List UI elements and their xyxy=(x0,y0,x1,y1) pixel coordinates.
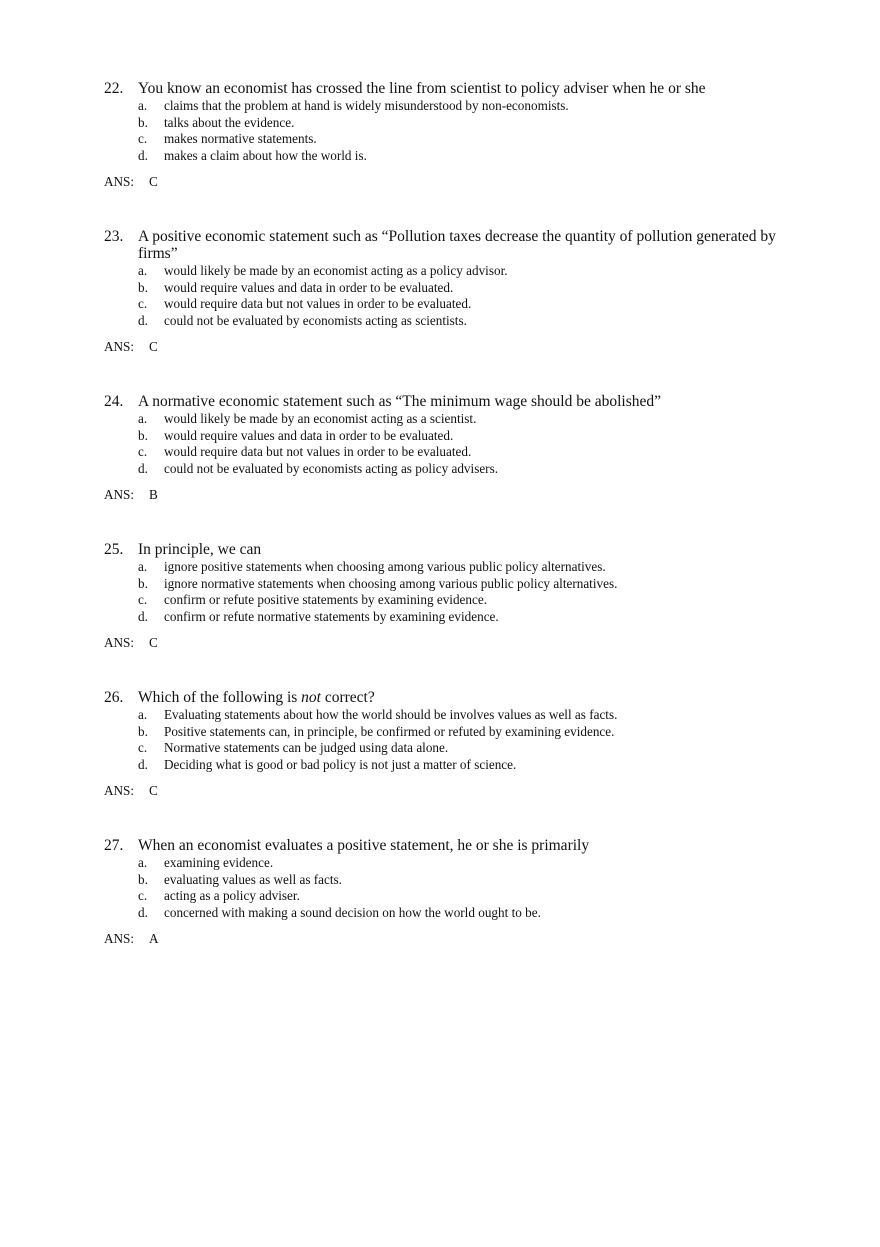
choice-text: confirm or refute positive statements by examining evidence. xyxy=(164,592,487,608)
choice-letter: b. xyxy=(138,575,148,591)
question-stem xyxy=(104,80,794,97)
choice-c xyxy=(138,740,794,757)
question-stem xyxy=(104,689,794,706)
answer-label: ANS: xyxy=(104,486,135,502)
answer-line xyxy=(104,339,794,355)
question-27 xyxy=(104,837,794,947)
answer-value: B xyxy=(149,486,158,502)
choice-b xyxy=(138,724,794,741)
choice-letter: b. xyxy=(138,279,148,295)
question-stem xyxy=(104,228,794,262)
question-24 xyxy=(104,393,794,503)
choice-text: Deciding what is good or bad policy is not just a matter of science. xyxy=(164,757,517,773)
question-text: A normative economic statement such as “The minimum wage should be abolished” xyxy=(138,393,661,410)
question-text-emphasis: not xyxy=(301,689,321,706)
choice-d xyxy=(138,757,794,774)
choice-text: would likely be made by an economist acting as a policy advisor. xyxy=(164,263,508,278)
choice-letter: c. xyxy=(138,444,148,460)
question-number: 25. xyxy=(104,541,124,558)
answer-label: ANS: xyxy=(104,782,135,798)
choice-letter: b. xyxy=(138,871,148,887)
question-stem xyxy=(104,393,794,410)
choice-c xyxy=(138,444,794,461)
question-text-before: Which of the following is xyxy=(138,689,302,706)
question-number: 27. xyxy=(104,837,124,854)
question-22 xyxy=(104,80,794,190)
choice-text: confirm or refute normative statements by examining evidence. xyxy=(164,609,499,625)
choice-letter: b. xyxy=(138,114,148,130)
choice-letter: c. xyxy=(138,740,148,756)
choice-letter: c. xyxy=(138,592,148,608)
answer-label: ANS: xyxy=(104,634,135,650)
choice-text: Evaluating statements about how the world should be involves values as well as facts. xyxy=(164,707,618,722)
choice-list xyxy=(104,98,794,165)
choice-text: would require data but not values in order to be evaluated. xyxy=(164,444,472,460)
choice-c xyxy=(138,131,794,148)
choice-b xyxy=(138,280,794,297)
answer-label: ANS: xyxy=(104,173,135,189)
choice-text: acting as a policy adviser. xyxy=(164,888,300,904)
choice-text: examining evidence. xyxy=(164,855,274,870)
choice-d xyxy=(138,905,794,922)
choice-text: makes normative statements. xyxy=(164,131,317,147)
choice-letter: d. xyxy=(138,461,148,477)
choice-text: would require values and data in order to be evaluated. xyxy=(164,279,454,295)
choice-b xyxy=(138,115,794,132)
choice-letter: a. xyxy=(138,707,148,722)
question-stem xyxy=(104,837,794,854)
question-number: 22. xyxy=(104,80,124,97)
choice-b xyxy=(138,872,794,889)
question-text: A positive economic statement such as “Pollution taxes decrease the quantity of pollution generated by firms” xyxy=(138,228,776,262)
choice-list xyxy=(104,559,794,626)
choice-a xyxy=(138,263,794,280)
choice-b xyxy=(138,576,794,593)
answer-line xyxy=(104,487,794,503)
choice-list xyxy=(104,855,794,922)
choice-text: Positive statements can, in principle, be confirmed or refuted by examining evidence. xyxy=(164,723,615,739)
choice-a xyxy=(138,707,794,724)
choice-a xyxy=(138,855,794,872)
choice-text: talks about the evidence. xyxy=(164,114,295,130)
choice-letter: d. xyxy=(138,148,148,164)
answer-value: C xyxy=(149,782,158,798)
choice-letter: d. xyxy=(138,313,148,329)
choice-a xyxy=(138,411,794,428)
choice-text: evaluating values as well as facts. xyxy=(164,871,342,887)
answer-value: C xyxy=(149,173,158,189)
choice-list xyxy=(104,707,794,774)
choice-text: could not be evaluated by economists acting as policy advisers. xyxy=(164,461,498,477)
choice-letter: c. xyxy=(138,296,148,312)
choice-text: could not be evaluated by economists acting as scientists. xyxy=(164,313,467,329)
answer-line xyxy=(104,635,794,651)
choice-c xyxy=(138,296,794,313)
choice-letter: b. xyxy=(138,427,148,443)
choice-letter: d. xyxy=(138,757,148,773)
choice-letter: d. xyxy=(138,609,148,625)
choice-text: would require data but not values in order to be evaluated. xyxy=(164,296,472,312)
choice-text: ignore normative statements when choosing among various public policy alternatives. xyxy=(164,575,618,591)
choice-text: would likely be made by an economist acting as a scientist. xyxy=(164,411,477,426)
choice-c xyxy=(138,592,794,609)
choice-text: claims that the problem at hand is widely misunderstood by non-economists. xyxy=(164,98,569,113)
choice-text: makes a claim about how the world is. xyxy=(164,148,367,164)
choice-d xyxy=(138,609,794,626)
question-text: In principle, we can xyxy=(138,541,262,558)
choice-letter: a. xyxy=(138,263,148,278)
choice-d xyxy=(138,313,794,330)
answer-line xyxy=(104,783,794,799)
choice-a xyxy=(138,559,794,576)
choice-letter: a. xyxy=(138,98,148,113)
question-number: 24. xyxy=(104,393,124,410)
choice-letter: a. xyxy=(138,855,148,870)
question-23 xyxy=(104,228,794,355)
question-number: 23. xyxy=(104,228,124,245)
question-26 xyxy=(104,689,794,799)
question-text: You know an economist has crossed the line from scientist to policy adviser when he or she xyxy=(138,80,706,97)
choice-d xyxy=(138,148,794,165)
choice-letter: d. xyxy=(138,905,148,921)
choice-text: Normative statements can be judged using data alone. xyxy=(164,740,449,756)
choice-letter: c. xyxy=(138,888,148,904)
choice-c xyxy=(138,888,794,905)
question-text: When an economist evaluates a positive statement, he or she is primarily xyxy=(138,837,590,854)
choice-a xyxy=(138,98,794,115)
choice-letter: a. xyxy=(138,559,148,574)
answer-value: A xyxy=(149,930,159,946)
choice-d xyxy=(138,461,794,478)
choice-text: concerned with making a sound decision on how the world ought to be. xyxy=(164,905,541,921)
answer-label: ANS: xyxy=(104,338,135,354)
question-text xyxy=(104,689,794,706)
question-stem xyxy=(104,541,794,558)
question-number: 26. xyxy=(104,689,124,706)
answer-value: C xyxy=(149,338,158,354)
question-text-after: correct? xyxy=(320,689,375,706)
choice-letter: a. xyxy=(138,411,148,426)
choice-b xyxy=(138,428,794,445)
choice-letter: c. xyxy=(138,131,148,147)
choice-list xyxy=(104,411,794,478)
choice-list xyxy=(104,263,794,330)
choice-text: would require values and data in order to be evaluated. xyxy=(164,427,454,443)
answer-line xyxy=(104,931,794,947)
choice-letter: b. xyxy=(138,723,148,739)
answer-value: C xyxy=(149,634,158,650)
answer-label: ANS: xyxy=(104,930,135,946)
question-25 xyxy=(104,541,794,651)
choice-text: ignore positive statements when choosing among various public policy alternatives. xyxy=(164,559,606,574)
answer-line xyxy=(104,174,794,190)
